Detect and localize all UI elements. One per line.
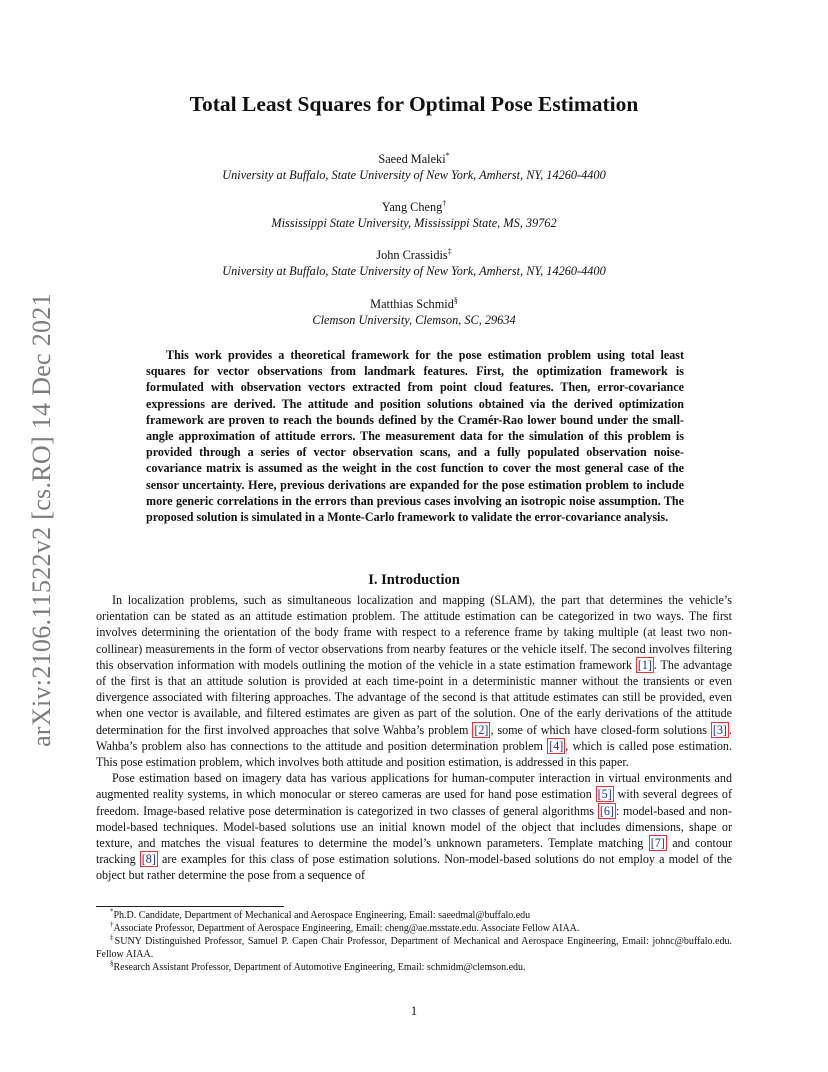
citation-link[interactable]: [8] (141, 852, 156, 867)
author-affiliation: Clemson University, Clemson, SC, 29634 (312, 313, 516, 327)
footnotes (96, 909, 732, 974)
footnote-divider (96, 906, 284, 907)
author-name: Yang Cheng† (381, 198, 447, 214)
citation-link[interactable]: [3] (712, 722, 727, 737)
citation-link[interactable]: [2] (474, 722, 489, 737)
author-block-1 (0, 151, 828, 183)
body-paragraph: In localization problems, such as simultaneous localization and mapping (SLAM), the part that determines the vehicle’s orientation can be stated as an attitude estimation problem. The attitude estimation can be categorized in two ways. The first involves determining the orientation of the body frame with respect to a reference frame by taking multiple (at least two non-collinear) measurements in the form of vector observations from nearby features or the vehicle itself. The second involves filtering this observation information with models outlining the motion of the vehicle in a state estimation framework [1] . The advantage of the first is that an attitude solution is provided at each time-point in a deterministic manner without the transients or even divergence associated with filtering approaches. The advantage of the second is that attitude estimates can still be provided, even when one vector is available, and filtered estimates are given as part of the solution. One of the early derivations of the attitude determination for the first involved approaches that solve Wahba’s problem [2] , some of which have closed-form solutions [3] . Wahba’s problem also has connections to the attitude and position determination problem [4] , which is called pose estimation. This pose estimation problem, which involves both attitude and position estimation, is addressed in this paper. (96, 593, 732, 770)
section-heading: I. Introduction (368, 572, 460, 588)
author-block-3 (0, 247, 828, 279)
body-paragraph: Pose estimation based on imagery data has various applications for human-computer interaction in virtual environments and augmented reality systems, in which monocular or stereo cameras are used for hand pose estimation [5] with several degrees of freedom. Image-based relative pose determination is categorized in two classes of general algorithms [6] : model-based and non-model-based techniques. Model-based solutions use an initial known model of the object that includes dimensions, shape or texture, and matches the visual features to determine the model’s unknown parameters. Template matching [7] and contour tracking [8] are examples for this class of pose estimation solutions. Non-model-based solutions do not employ a model of the object but rather determine the pose from a sequence of (96, 771, 732, 883)
citation-link[interactable]: [4] (549, 738, 564, 753)
page-number: 1 (410, 1004, 418, 1018)
arxiv-identifier-text: arXiv:2106.11522v2 [cs.RO] 14 Dec 2021 (27, 293, 56, 747)
arxiv-identifier[interactable] (22, 280, 62, 760)
footnote: ‡SUNY Distinguished Professor, Samuel P. Capen Chair Professor, Department of Mechanical and Aerospace Engineering, Email: johnc@buffalo.edu. Fellow AIAA. (96, 933, 732, 960)
footnote: *Ph.D. Candidate, Department of Mechanical and Aerospace Engineering, Email: saeedmal@buffalo.edu (110, 907, 531, 921)
author-name: Matthias Schmid§ (370, 295, 458, 311)
author-block-2 (0, 199, 828, 231)
paper-title: Total Least Squares for Optimal Pose Estimation (189, 92, 639, 116)
footnote: §Research Assistant Professor, Department of Automotive Engineering, Email: schmidm@clemson.edu. (110, 959, 526, 973)
author-affiliation: Mississippi State University, Mississippi State, MS, 39762 (271, 216, 557, 230)
citation-link[interactable]: [5] (597, 787, 612, 802)
author-mark: § (453, 295, 458, 305)
author-block-4 (0, 296, 828, 328)
citation-link[interactable]: [1] (637, 657, 652, 672)
citation-link[interactable]: [7] (650, 836, 665, 851)
citation-link[interactable]: [6] (599, 803, 614, 818)
author-mark: † (442, 198, 447, 208)
author-mark: * (445, 150, 450, 160)
footnote: †Associate Professor, Department of Aerospace Engineering, Email: cheng@ae.msstate.edu. Associate Fellow AIAA. (110, 920, 580, 934)
abstract: This work provides a theoretical framework for the pose estimation problem using total least squares for vector observations from landmark features. First, the optimization framework is formulated with observation vectors extracted from point cloud features. Then, error-covariance expressions are derived. The attitude and position solutions obtained via the derived optimization framework are proven to reach the bounds defined by the Cramér-Rao lower bound under the small-angle approximation of attitude errors. The measurement data for the simulation of this problem is provided through a series of vector observation scans, and a fully populated observation noise-covariance matrix is assumed as the weight in the cost function to cover the most general case of the sensor uncertainty. Here, previous derivations are expanded for the pose estimation problem to include more generic correlations in the errors than previous cases involving an isotropic noise assumption. The proposed solution is simulated in a Monte-Carlo framework to validate the error-covariance analysis. (146, 348, 684, 525)
section-body (96, 592, 732, 884)
author-affiliation: University at Buffalo, State University of New York, Amherst, NY, 14260-4400 (222, 264, 606, 278)
author-mark: ‡ (447, 246, 452, 256)
author-affiliation: University at Buffalo, State University of New York, Amherst, NY, 14260-4400 (222, 168, 606, 182)
author-name: John Crassidis‡ (376, 246, 452, 262)
author-name: Saeed Maleki* (378, 150, 450, 166)
